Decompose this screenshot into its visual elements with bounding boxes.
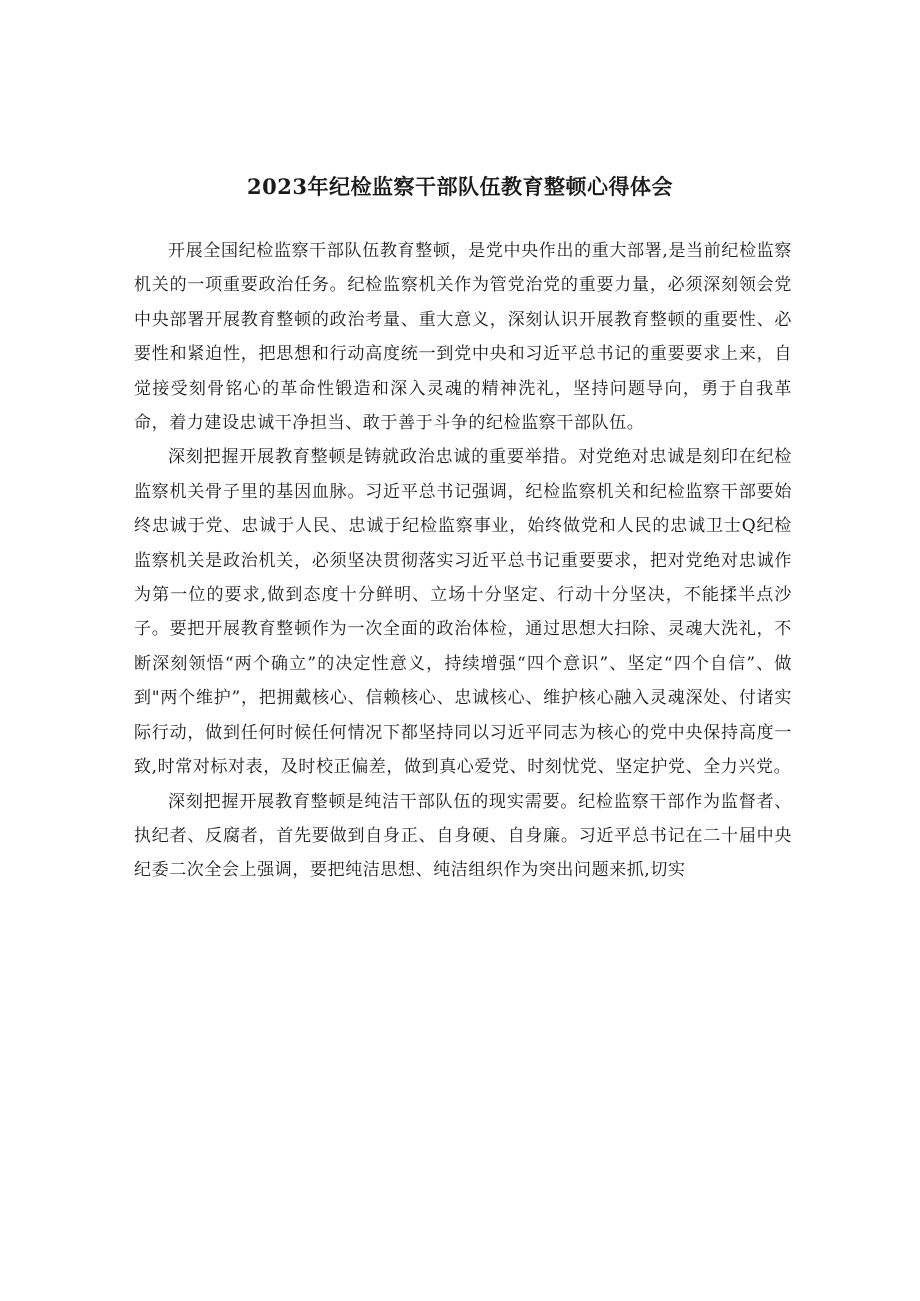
paragraph: 深刻把握开展教育整顿是纯洁干部队伍的现实需要。纪检监察干部作为监督者、执纪者、反腐者，首先要做到自身正、自身硬、自身廉。习近平总书记在二十届中央纪委二次全会上强调，要把纯洁思想、纯洁组织作为突出问题来抓,切实 (134, 791, 792, 881)
document-title: 2023年纪检监察干部队伍教育整顿心得体会 (247, 174, 673, 199)
paragraph: 深刻把握开展教育整顿是铸就政治忠诚的重要举措。对党绝对忠诚是刻印在纪检监察机关骨子里的基因血脉。习近平总书记强调，纪检监察机关和纪检监察干部要始终忠诚于党、忠诚于人民、忠诚于纪检监察事业，始终做党和人民的忠诚卫士Q纪检监察机关是政治机关，必须坚决贯彻落实习近平总书记重要要求，把对党绝对忠诚作为第一位的要求,做到态度十分鲜明、立场十分坚定、行动十分坚决，不能揉半点沙子。要把开展教育整顿作为一次全面的政治体检，通过思想大扫除、灵魂大洗礼，不断深刻领悟“两个确立”的决定性意义，持续增强“四个意识”、坚定“四个自信”、做到"两个维护”，把拥戴核心、信赖核心、忠诚核心、维护核心融入灵魂深处、付诸实际行动，做到任何时候任何情况下都坚持同以习近平同志为核心的党中央保持高度一致,时常对标对表，及时校正偏差，做到真心爱党、时刻忧党、坚定护党、全力兴党。 (134, 447, 792, 778)
document-body (134, 234, 792, 888)
paragraph: 开展全国纪检监察干部队伍教育整顿，是党中央作出的重大部署,是当前纪检监察机关的一项重要政治任务。纪检监察机关作为管党治党的重要力量，必须深刻领会党中央部署开展教育整顿的政治考量、重大意义，深刻认识开展教育整顿的重要性、必要性和紧迫性，把思想和行动高度统一到党中央和习近平总书记的重要要求上来，自觉接受刻骨铭心的革命性锻造和深入灵魂的精神洗礼，坚持问题导向，勇于自我革命，着力建设忠诚干净担当、敢于善于斗争的纪检监察干部队伍。 (134, 241, 792, 434)
